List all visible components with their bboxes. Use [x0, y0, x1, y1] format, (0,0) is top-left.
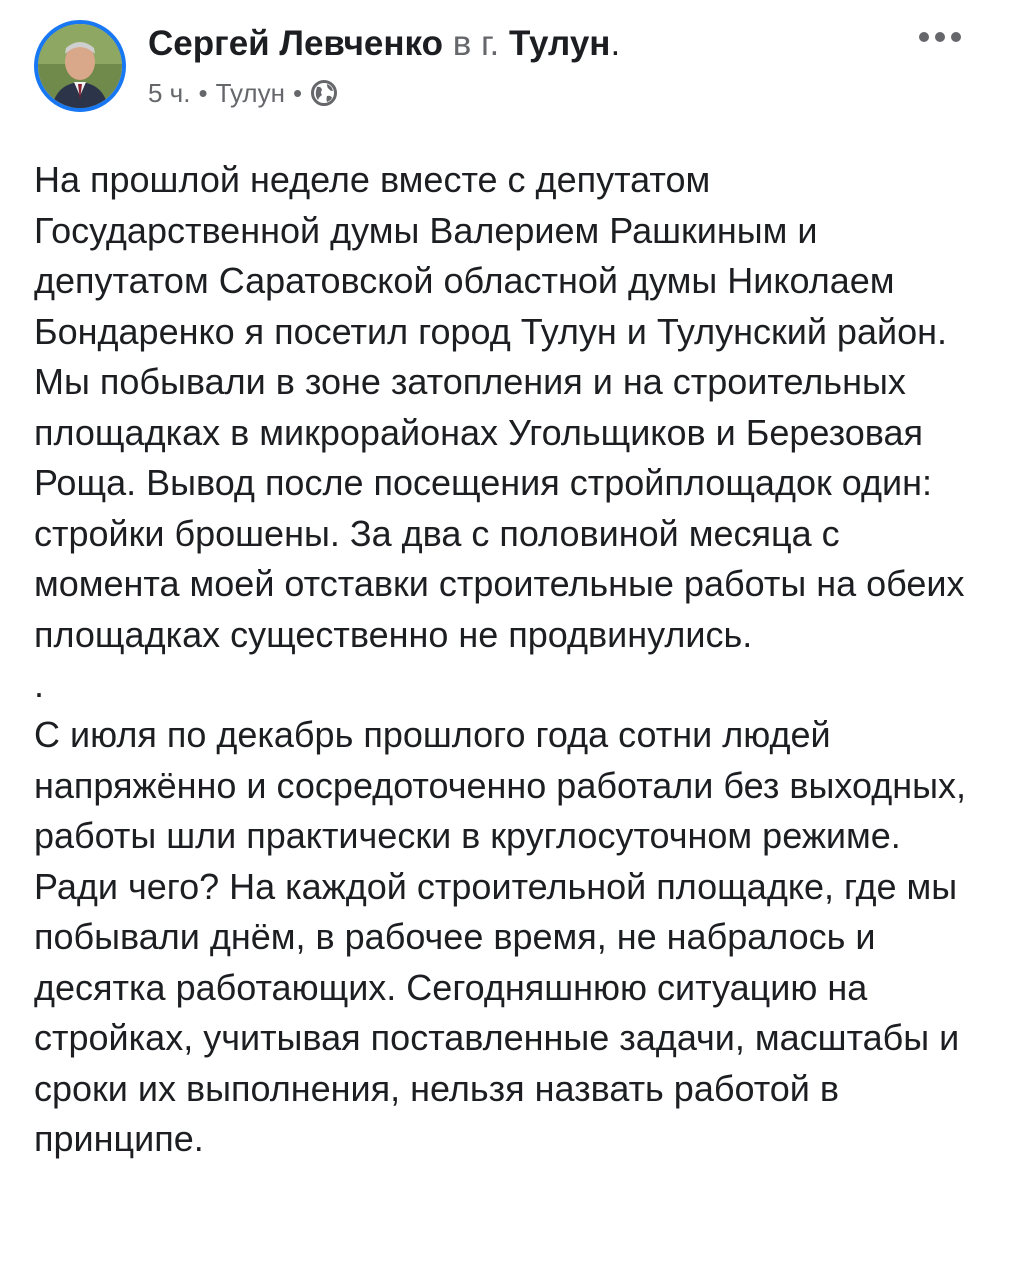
post-meta: [148, 76, 338, 110]
post-timestamp[interactable]: 5 ч.: [148, 78, 191, 108]
more-dots-icon: [914, 22, 966, 52]
avatar-image: [38, 24, 122, 108]
place-preposition: в г.: [452, 24, 500, 63]
paragraph-separator: .: [34, 664, 45, 705]
author-line: [148, 24, 620, 64]
meta-separator: •: [292, 78, 303, 108]
post-paragraph-1: На прошлой неделе вместе с депутатом Государственной думы Валерием Рашкиным и депутатом Саратовской областной думы Николаем Бондаренко я посетил город Тулун и Тулунский район. Мы побывали в зоне затопления и на строительных площадках в микрорайонах Угольщиков и Березовая Роща. Вывод после посещения стройплощадок один: стройки брошены. За два с половиной месяца с момента моей отставки строительные работы на обеих площадках существенно не продвинулись.: [34, 159, 965, 655]
meta-separator: •: [198, 78, 208, 108]
avatar[interactable]: [34, 20, 126, 112]
author-name-link[interactable]: Сергей Левченко: [148, 24, 443, 63]
post-header: [34, 20, 984, 120]
post-body: [34, 155, 989, 1165]
more-options-button[interactable]: [914, 22, 966, 52]
place-suffix: .: [610, 24, 621, 63]
post-paragraph-2: С июля по декабрь прошлого года сотни людей напряжённо и сосредоточенно работали без выходных, работы шли практически в круглосуточном режиме. Ради чего? На каждой строительной площадке, где мы побывали днём, в рабочее время, не набралось и десятка работающих. Сегодняшнюю ситуацию на стройках, учитывая поставленные задачи, масштабы и сроки их выполнения, нельзя назвать работой в принципе.: [34, 714, 966, 1159]
place-name-link[interactable]: Тулун: [509, 24, 611, 63]
globe-icon[interactable]: [310, 79, 338, 107]
post-location[interactable]: Тулун: [215, 78, 285, 108]
